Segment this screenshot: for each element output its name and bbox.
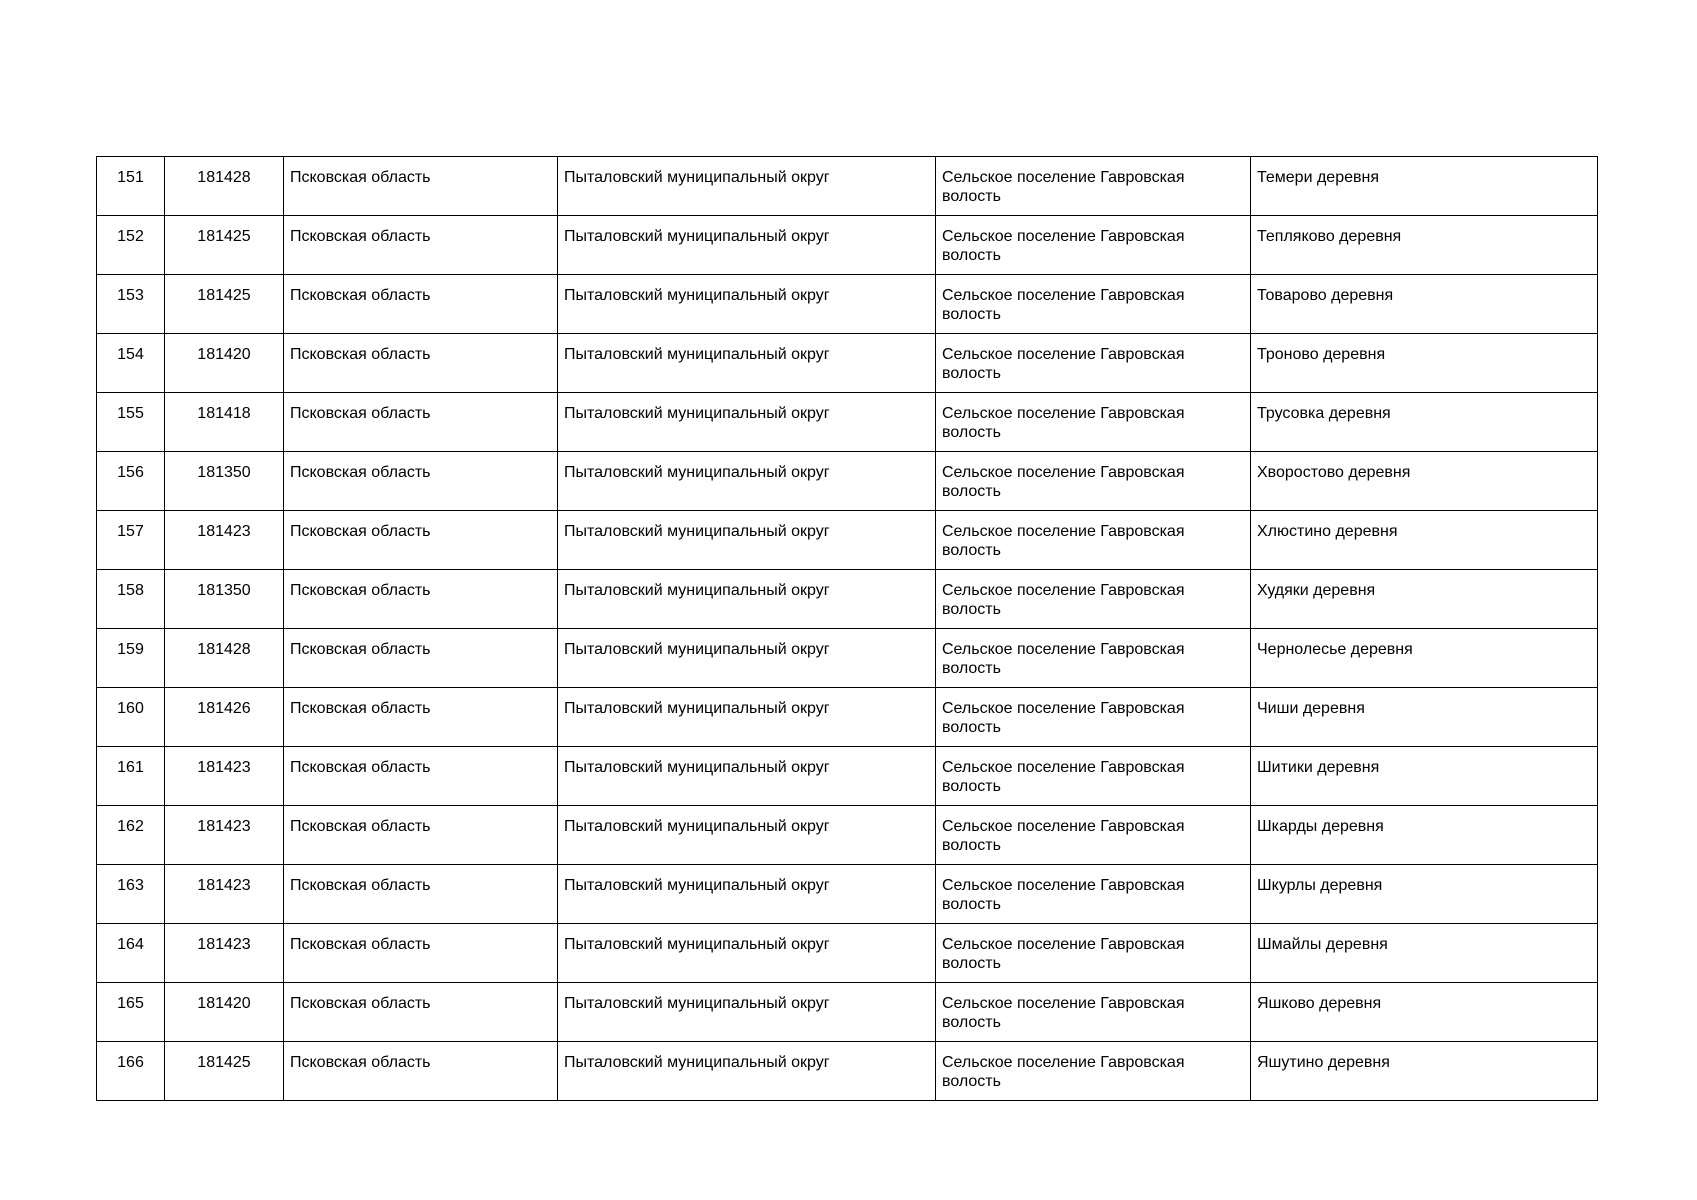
locality-cell: Худяки деревня [1251,570,1598,629]
district-cell: Пыталовский муниципальный округ [558,747,936,806]
settlement-cell: Сельское поселение Гавровская волость [936,157,1251,216]
region-cell: Псковская область [284,393,558,452]
row-number-cell: 165 [97,983,165,1042]
district-cell: Пыталовский муниципальный округ [558,452,936,511]
locality-cell: Хлюстино деревня [1251,511,1598,570]
row-number-cell: 158 [97,570,165,629]
district-cell: Пыталовский муниципальный округ [558,275,936,334]
settlement-cell: Сельское поселение Гавровская волость [936,334,1251,393]
district-cell: Пыталовский муниципальный округ [558,806,936,865]
postal-code-cell: 181420 [165,334,284,393]
settlement-cell: Сельское поселение Гавровская волость [936,1042,1251,1101]
table-row [97,570,1598,629]
table-row [97,1042,1598,1101]
locality-cell: Трусовка деревня [1251,393,1598,452]
locality-cell: Яшутино деревня [1251,1042,1598,1101]
settlement-cell: Сельское поселение Гавровская волость [936,983,1251,1042]
locality-table [96,156,1598,1101]
postal-code-cell: 181425 [165,1042,284,1101]
row-number-cell: 153 [97,275,165,334]
district-cell: Пыталовский муниципальный округ [558,216,936,275]
locality-cell: Тепляково деревня [1251,216,1598,275]
district-cell: Пыталовский муниципальный округ [558,570,936,629]
region-cell: Псковская область [284,216,558,275]
table-body [97,157,1598,1101]
row-number-cell: 160 [97,688,165,747]
locality-cell: Шкурлы деревня [1251,865,1598,924]
locality-cell: Темери деревня [1251,157,1598,216]
locality-cell: Чернолесье деревня [1251,629,1598,688]
postal-code-cell: 181350 [165,570,284,629]
settlement-cell: Сельское поселение Гавровская волость [936,393,1251,452]
region-cell: Псковская область [284,688,558,747]
region-cell: Псковская область [284,747,558,806]
table-row [97,452,1598,511]
locality-cell: Чиши деревня [1251,688,1598,747]
table-row [97,688,1598,747]
region-cell: Псковская область [284,806,558,865]
table-row [97,334,1598,393]
row-number-cell: 159 [97,629,165,688]
locality-cell: Товарово деревня [1251,275,1598,334]
postal-code-cell: 181423 [165,924,284,983]
table-row [97,275,1598,334]
postal-code-cell: 181425 [165,275,284,334]
settlement-cell: Сельское поселение Гавровская волость [936,747,1251,806]
district-cell: Пыталовский муниципальный округ [558,688,936,747]
region-cell: Псковская область [284,629,558,688]
table-row [97,629,1598,688]
region-cell: Псковская область [284,275,558,334]
postal-code-cell: 181426 [165,688,284,747]
row-number-cell: 164 [97,924,165,983]
row-number-cell: 157 [97,511,165,570]
region-cell: Псковская область [284,511,558,570]
settlement-cell: Сельское поселение Гавровская волость [936,924,1251,983]
region-cell: Псковская область [284,334,558,393]
settlement-cell: Сельское поселение Гавровская волость [936,275,1251,334]
row-number-cell: 152 [97,216,165,275]
locality-cell: Яшково деревня [1251,983,1598,1042]
district-cell: Пыталовский муниципальный округ [558,1042,936,1101]
district-cell: Пыталовский муниципальный округ [558,983,936,1042]
table-row [97,983,1598,1042]
locality-cell: Хворостово деревня [1251,452,1598,511]
locality-cell: Шкарды деревня [1251,806,1598,865]
district-cell: Пыталовский муниципальный округ [558,393,936,452]
settlement-cell: Сельское поселение Гавровская волость [936,570,1251,629]
settlement-cell: Сельское поселение Гавровская волость [936,629,1251,688]
table-row [97,865,1598,924]
row-number-cell: 163 [97,865,165,924]
district-cell: Пыталовский муниципальный округ [558,865,936,924]
settlement-cell: Сельское поселение Гавровская волость [936,865,1251,924]
settlement-cell: Сельское поселение Гавровская волость [936,806,1251,865]
locality-cell: Троново деревня [1251,334,1598,393]
row-number-cell: 156 [97,452,165,511]
region-cell: Псковская область [284,1042,558,1101]
region-cell: Псковская область [284,452,558,511]
postal-code-cell: 181423 [165,806,284,865]
postal-code-cell: 181425 [165,216,284,275]
region-cell: Псковская область [284,983,558,1042]
row-number-cell: 166 [97,1042,165,1101]
row-number-cell: 155 [97,393,165,452]
district-cell: Пыталовский муниципальный округ [558,924,936,983]
postal-code-cell: 181423 [165,865,284,924]
table-row [97,924,1598,983]
row-number-cell: 162 [97,806,165,865]
postal-code-cell: 181350 [165,452,284,511]
row-number-cell: 154 [97,334,165,393]
settlement-cell: Сельское поселение Гавровская волость [936,511,1251,570]
locality-cell: Шмайлы деревня [1251,924,1598,983]
row-number-cell: 161 [97,747,165,806]
postal-code-cell: 181423 [165,511,284,570]
table-row [97,393,1598,452]
table-row [97,216,1598,275]
locality-cell: Шитики деревня [1251,747,1598,806]
region-cell: Псковская область [284,924,558,983]
district-cell: Пыталовский муниципальный округ [558,629,936,688]
region-cell: Псковская область [284,570,558,629]
postal-code-cell: 181420 [165,983,284,1042]
row-number-cell: 151 [97,157,165,216]
district-cell: Пыталовский муниципальный округ [558,334,936,393]
table-row [97,747,1598,806]
postal-code-cell: 181418 [165,393,284,452]
table-row [97,157,1598,216]
district-cell: Пыталовский муниципальный округ [558,511,936,570]
table-row [97,511,1598,570]
settlement-cell: Сельское поселение Гавровская волость [936,688,1251,747]
postal-code-cell: 181423 [165,747,284,806]
postal-code-cell: 181428 [165,157,284,216]
settlement-cell: Сельское поселение Гавровская волость [936,452,1251,511]
region-cell: Псковская область [284,157,558,216]
settlement-cell: Сельское поселение Гавровская волость [936,216,1251,275]
region-cell: Псковская область [284,865,558,924]
district-cell: Пыталовский муниципальный округ [558,157,936,216]
table-row [97,806,1598,865]
postal-code-cell: 181428 [165,629,284,688]
